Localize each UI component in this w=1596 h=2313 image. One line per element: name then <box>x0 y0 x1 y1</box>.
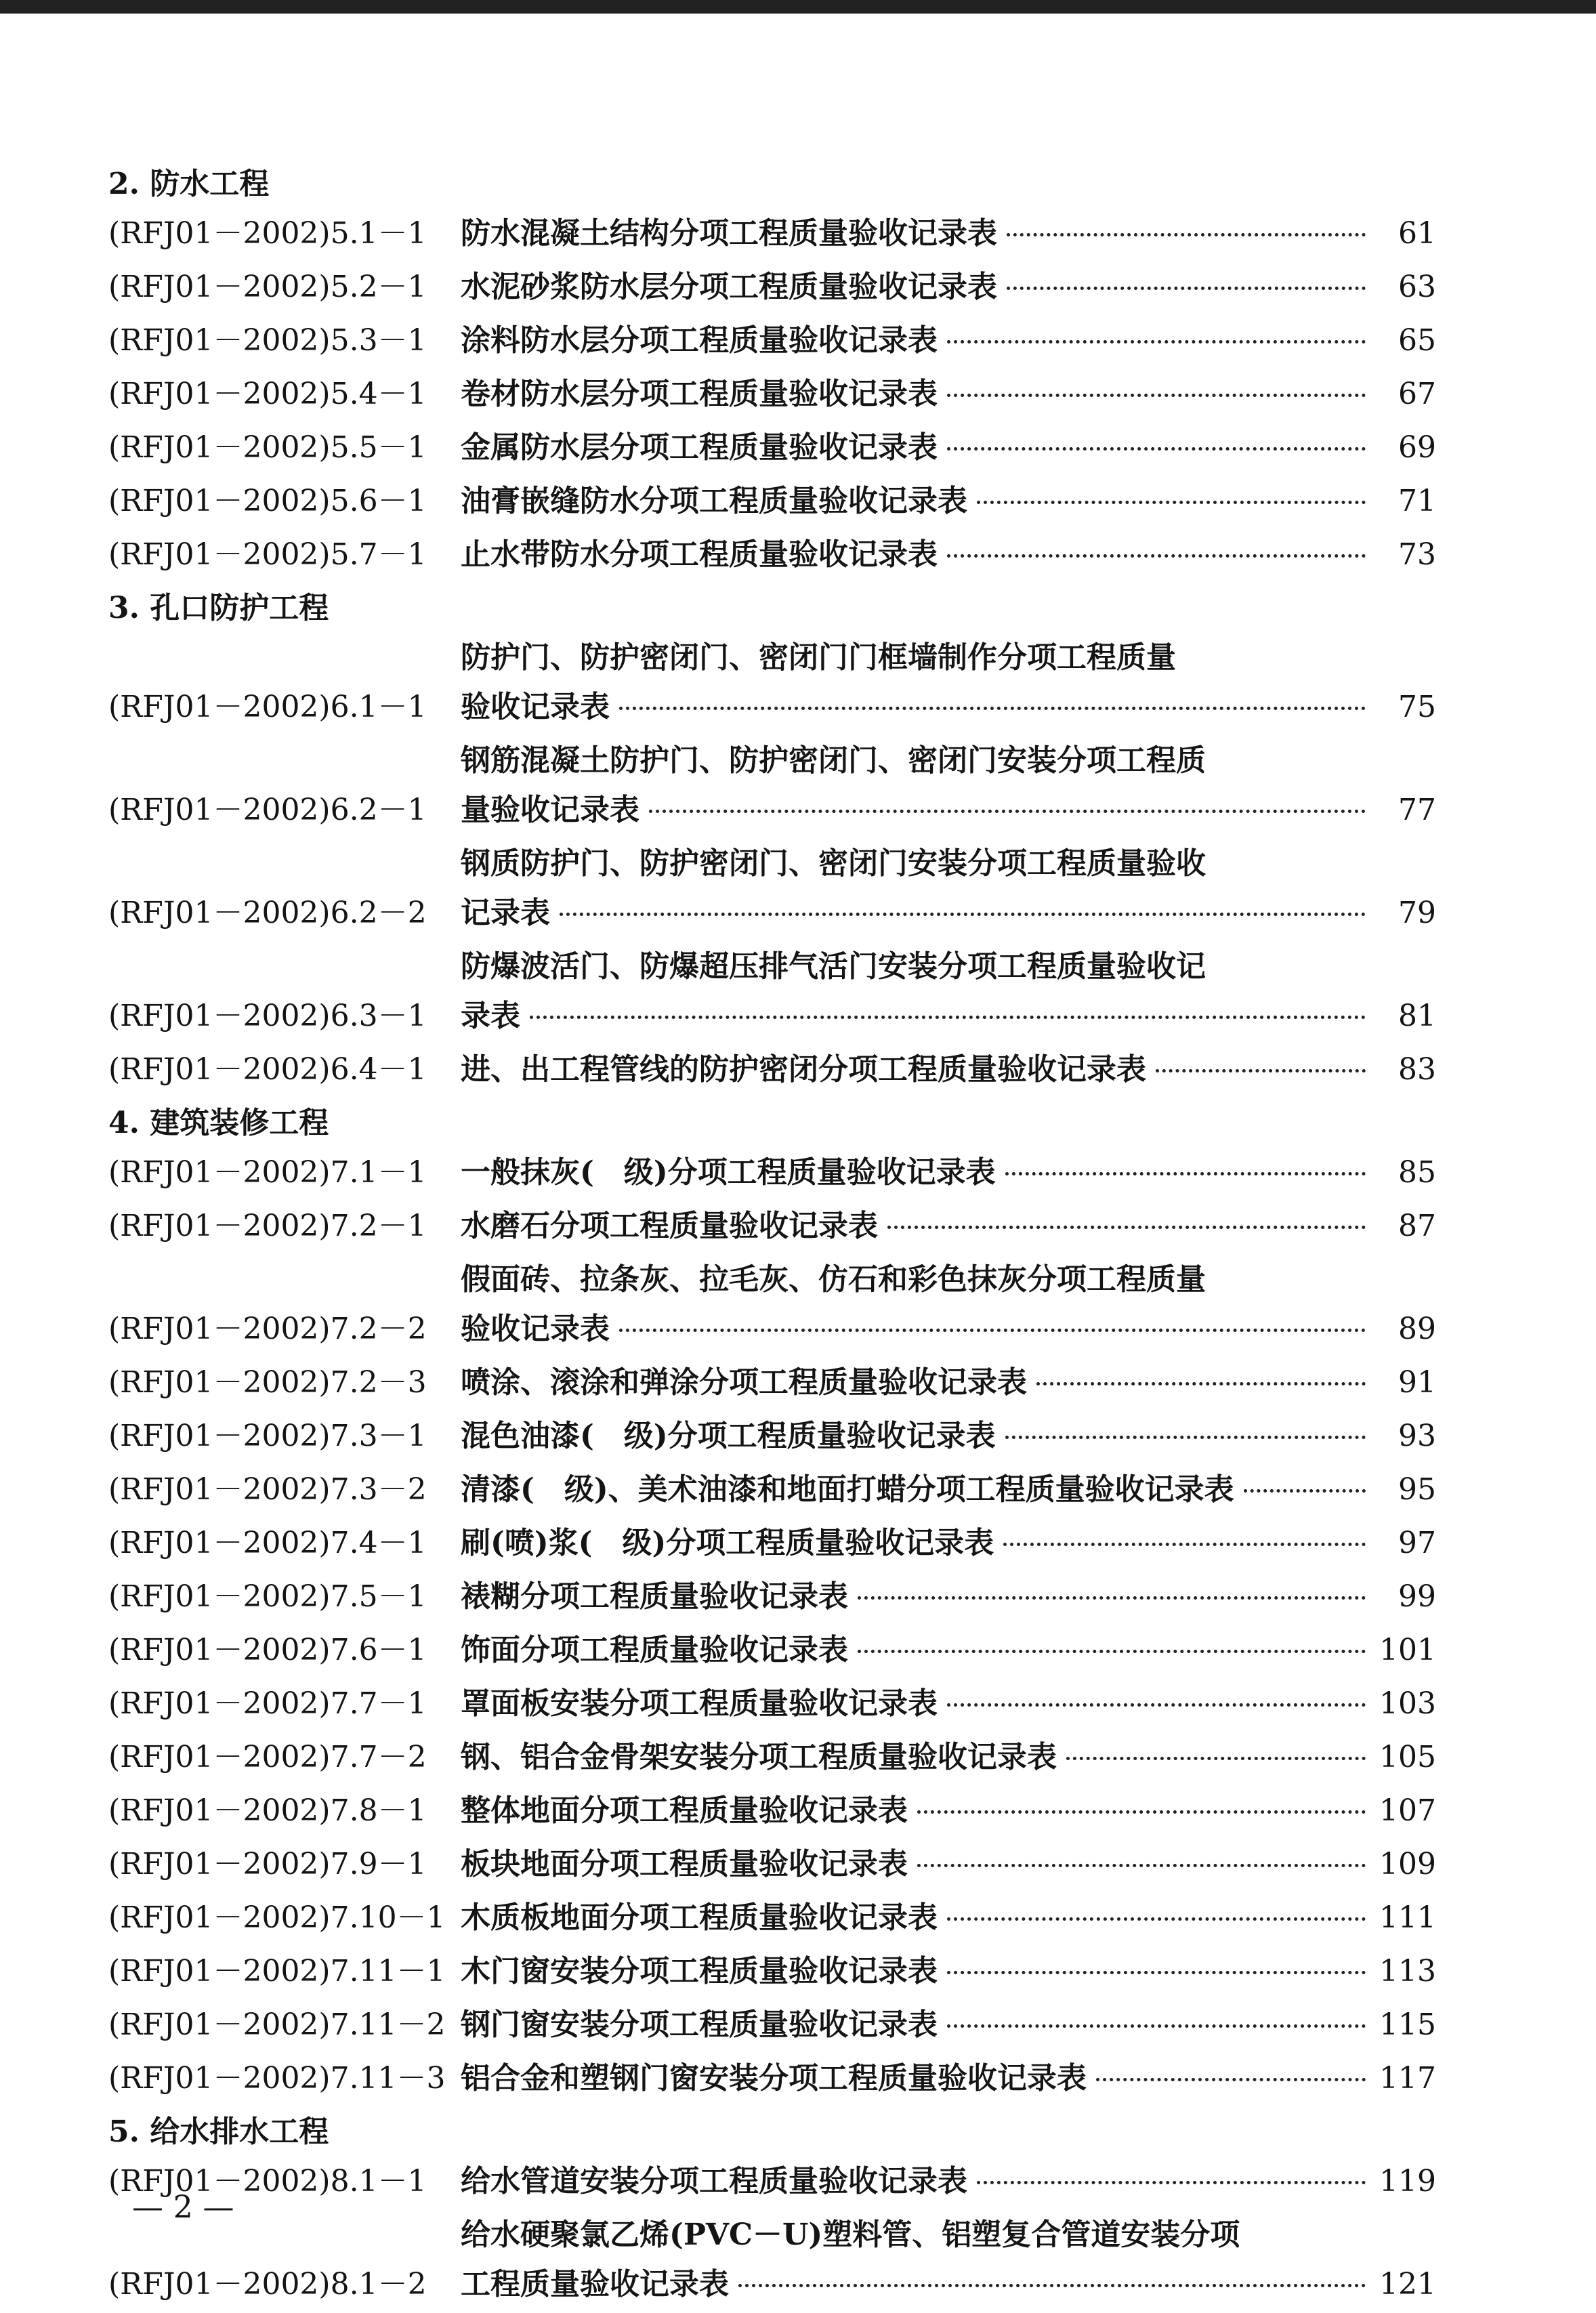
entry-page-number: 71 <box>1398 484 1436 518</box>
entry-title-last-line <box>461 1893 1436 1942</box>
entry-body <box>461 476 1436 526</box>
entry-code: (RFJ01－2002)7.11－2 <box>108 2007 446 2042</box>
entry-code: (RFJ01－2002)5.3－1 <box>108 323 427 358</box>
leader-dots <box>947 1971 1366 1974</box>
entry-page-number: 99 <box>1398 1579 1436 1614</box>
entry-code: (RFJ01－2002)6.3－1 <box>108 999 427 1033</box>
entry-page-number: 105 <box>1379 1740 1436 1774</box>
entry-title-line: 假面砖、拉条灰、拉毛灰、仿石和彩色抹灰分项工程质量 <box>461 1262 1206 1297</box>
entry-title: 铝合金和塑钢门窗安装分项工程质量验收记录表 <box>461 2061 1087 2096</box>
entry-code: (RFJ01－2002)7.11－1 <box>108 1954 446 1988</box>
entry-page-number: 103 <box>1379 1686 1436 1721</box>
leader-dots <box>1005 1436 1366 1439</box>
entry-title-last-line <box>461 1518 1436 1568</box>
scan-top-border <box>0 0 1596 14</box>
toc-entry[interactable] <box>108 316 1436 369</box>
toc-entry[interactable] <box>108 423 1436 476</box>
leader-dots <box>947 2024 1366 2028</box>
entry-title-last-line <box>461 1045 1436 1094</box>
section-heading: 5. 给水排水工程 <box>108 2114 329 2149</box>
entry-body <box>461 369 1436 419</box>
entry-title-last-line <box>461 1786 1436 1835</box>
entry-page-number: 87 <box>1398 1209 1436 1243</box>
entry-title: 卷材防水层分项工程质量验收记录表 <box>461 377 938 411</box>
entry-page-number: 109 <box>1379 1847 1436 1881</box>
leader-dots <box>1007 287 1366 290</box>
leader-dots <box>649 810 1366 813</box>
entry-body <box>461 1358 1436 1407</box>
entry-page-number: 113 <box>1379 1954 1436 1988</box>
page-number: — 2 — <box>132 2188 234 2225</box>
leader-dots <box>560 913 1366 916</box>
entry-page-number: 101 <box>1379 1633 1436 1667</box>
entry-body <box>461 316 1436 365</box>
leader-dots <box>1003 1543 1366 1546</box>
entry-body <box>461 1625 1436 1675</box>
entry-title: 量验收记录表 <box>461 793 639 827</box>
toc-entry[interactable] <box>108 1732 1436 1786</box>
leader-dots <box>947 1703 1366 1707</box>
leader-dots <box>619 707 1366 710</box>
entry-code: (RFJ01－2002)8.1－1 <box>108 2164 427 2199</box>
leader-dots <box>858 1596 1366 1600</box>
leader-dots <box>947 340 1366 343</box>
leader-dots <box>858 1650 1366 1653</box>
entry-body <box>461 1946 1436 1996</box>
leader-dots <box>977 2181 1366 2184</box>
toc-entry[interactable] <box>108 369 1436 423</box>
toc-entry[interactable] <box>108 476 1436 530</box>
entry-body <box>461 1255 1436 1354</box>
entry-title: 裱糊分项工程质量验收记录表 <box>461 1579 848 1614</box>
entry-body <box>461 1786 1436 1835</box>
entry-title: 钢、铝合金骨架安装分项工程质量验收记录表 <box>461 1740 1057 1774</box>
entry-page-number: 119 <box>1379 2164 1436 2199</box>
entry-title: 验收记录表 <box>461 1312 610 1346</box>
entry-body <box>461 2054 1436 2103</box>
toc-entry[interactable] <box>108 2000 1436 2054</box>
leader-dots <box>738 2284 1366 2287</box>
entry-body <box>461 209 1436 258</box>
entry-code: (RFJ01－2002)5.1－1 <box>108 216 427 251</box>
leader-dots <box>530 1016 1366 1019</box>
entry-page-number: 79 <box>1398 896 1436 930</box>
leader-dots <box>917 1864 1366 1867</box>
entry-body <box>461 1465 1436 1514</box>
entry-code: (RFJ01－2002)7.8－1 <box>108 1793 427 1828</box>
entry-body <box>461 942 1436 1041</box>
entry-page-number: 65 <box>1398 323 1436 358</box>
entry-title-last-line <box>461 1465 1436 1514</box>
toc-entry[interactable] <box>108 1411 1436 1465</box>
entry-title: 止水带防水分项工程质量验收记录表 <box>461 537 938 572</box>
entry-page-number: 117 <box>1379 2061 1436 2096</box>
entry-page-number: 107 <box>1379 1793 1436 1828</box>
entry-title: 验收记录表 <box>461 690 610 724</box>
entry-title-last-line <box>461 423 1436 472</box>
entry-title-last-line <box>461 785 1436 835</box>
entry-code: (RFJ01－2002)7.1－1 <box>108 1155 427 1190</box>
entry-code: (RFJ01－2002)7.3－1 <box>108 1419 427 1453</box>
entry-page-number: 75 <box>1398 690 1436 724</box>
entry-code: (RFJ01－2002)6.1－1 <box>108 690 427 724</box>
toc-entry[interactable] <box>108 1255 1436 1358</box>
entry-body <box>461 1732 1436 1782</box>
entry-code: (RFJ01－2002)7.7－1 <box>108 1686 427 1721</box>
entry-title-last-line <box>461 1572 1436 1621</box>
toc-entry[interactable] <box>108 839 1436 942</box>
toc-entry[interactable] <box>108 1679 1436 1732</box>
leader-dots <box>1036 1382 1366 1385</box>
entry-title-last-line <box>461 530 1436 579</box>
toc-entry[interactable] <box>108 2054 1436 2107</box>
entry-title: 钢门窗安装分项工程质量验收记录表 <box>461 2007 938 2042</box>
toc-entry[interactable] <box>108 736 1436 839</box>
toc-entry[interactable] <box>108 262 1436 316</box>
entry-code: (RFJ01－2002)6.4－1 <box>108 1052 427 1087</box>
table-of-contents <box>108 159 1436 2313</box>
entry-page-number: 115 <box>1379 2007 1436 2042</box>
entry-title-last-line <box>461 476 1436 526</box>
entry-title-line: 给水硬聚氯乙烯(PVC－U)塑料管、铝塑复合管道安装分项 <box>461 2217 1240 2252</box>
entry-page-number: 91 <box>1398 1365 1436 1400</box>
entry-body <box>461 2210 1436 2309</box>
entry-body <box>461 1201 1436 1251</box>
toc-entry[interactable] <box>108 1358 1436 1411</box>
entry-page-number: 81 <box>1398 999 1436 1033</box>
entry-title-last-line <box>461 682 1436 732</box>
entry-title: 饰面分项工程质量验收记录表 <box>461 1633 848 1667</box>
entry-code: (RFJ01－2002)5.6－1 <box>108 484 427 518</box>
entry-page-number: 63 <box>1398 270 1436 304</box>
entry-code: (RFJ01－2002)7.10－1 <box>108 1900 446 1935</box>
entry-title-line: 防护门、防护密闭门、密闭门门框墙制作分项工程质量 <box>461 640 1176 675</box>
entry-page-number: 111 <box>1379 1900 1436 1935</box>
entry-body <box>461 839 1436 938</box>
entry-title-last-line <box>461 2054 1436 2103</box>
entry-title-last-line <box>461 316 1436 365</box>
toc-entry[interactable] <box>108 1148 1436 1201</box>
toc-entry[interactable] <box>108 1625 1436 1679</box>
entry-code: (RFJ01－2002)7.11－3 <box>108 2061 446 2096</box>
leader-dots <box>947 554 1366 558</box>
entry-page-number: 73 <box>1398 537 1436 572</box>
entry-code: (RFJ01－2002)5.5－1 <box>108 430 427 465</box>
leader-dots <box>619 1329 1366 1332</box>
entry-title: 木质板地面分项工程质量验收记录表 <box>461 1900 938 1935</box>
entry-title: 进、出工程管线的防护密闭分项工程质量验收记录表 <box>461 1052 1146 1087</box>
entry-title-last-line <box>461 1304 1436 1354</box>
entry-body <box>461 423 1436 472</box>
entry-page-number: 83 <box>1398 1052 1436 1087</box>
entry-body <box>461 1679 1436 1728</box>
entry-title: 整体地面分项工程质量验收记录表 <box>461 1793 908 1828</box>
section-heading: 4. 建筑装修工程 <box>108 1106 329 1140</box>
leader-dots <box>1244 1489 1366 1493</box>
entry-title-last-line <box>461 262 1436 312</box>
leader-dots <box>947 394 1366 397</box>
entry-page-number: 61 <box>1398 216 1436 251</box>
entry-code: (RFJ01－2002)5.2－1 <box>108 270 427 304</box>
entry-page-number: 67 <box>1398 377 1436 411</box>
entry-title-last-line <box>461 209 1436 258</box>
entry-code: (RFJ01－2002)7.7－2 <box>108 1740 427 1774</box>
toc-entry[interactable] <box>108 1893 1436 1946</box>
entry-code: (RFJ01－2002)7.5－1 <box>108 1579 427 1614</box>
entry-title: 清漆( 级)、美术油漆和地面打蜡分项工程质量验收记录表 <box>461 1472 1234 1507</box>
entry-page-number: 97 <box>1398 1526 1436 1560</box>
entry-title: 喷涂、滚涂和弹涂分项工程质量验收记录表 <box>461 1365 1027 1400</box>
entry-body <box>461 736 1436 835</box>
toc-entry[interactable] <box>108 942 1436 1045</box>
entry-code: (RFJ01－2002)8.1－2 <box>108 2267 427 2301</box>
entry-title-line: 防爆波活门、防爆超压排气活门安装分项工程质量验收记 <box>461 949 1206 984</box>
entry-title: 录表 <box>461 999 520 1033</box>
entry-title: 防水混凝土结构分项工程质量验收记录表 <box>461 216 997 251</box>
entry-body <box>461 530 1436 579</box>
entry-code: (RFJ01－2002)6.2－1 <box>108 793 427 827</box>
entry-title: 混色油漆( 级)分项工程质量验收记录表 <box>461 1419 996 1453</box>
entry-code: (RFJ01－2002)7.9－1 <box>108 1847 427 1881</box>
entry-body <box>461 1148 1436 1197</box>
toc-entry[interactable] <box>108 1465 1436 1518</box>
entry-page-number: 77 <box>1398 793 1436 827</box>
toc-entry[interactable] <box>108 530 1436 583</box>
entry-title-last-line <box>461 369 1436 419</box>
entry-body <box>461 1893 1436 1942</box>
leader-dots <box>1096 2078 1366 2081</box>
entry-code: (RFJ01－2002)6.2－2 <box>108 896 427 930</box>
leader-dots <box>887 1226 1366 1229</box>
entry-title-last-line <box>461 1201 1436 1251</box>
entry-page-number: 93 <box>1398 1419 1436 1453</box>
entry-code: (RFJ01－2002)7.2－1 <box>108 1209 427 1243</box>
entry-title: 记录表 <box>461 896 550 930</box>
toc-entry[interactable] <box>108 1786 1436 1839</box>
entry-body <box>461 1045 1436 1094</box>
entry-title: 板块地面分项工程质量验收记录表 <box>461 1847 908 1881</box>
entry-page-number: 121 <box>1379 2267 1436 2301</box>
leader-dots <box>1005 1172 1366 1175</box>
entry-title: 水磨石分项工程质量验收记录表 <box>461 1209 878 1243</box>
leader-dots <box>947 447 1366 451</box>
toc-entry[interactable] <box>108 1839 1436 1893</box>
entry-title: 一般抹灰( 级)分项工程质量验收记录表 <box>461 1155 996 1190</box>
leader-dots <box>917 1810 1366 1814</box>
entry-title: 金属防水层分项工程质量验收记录表 <box>461 430 938 465</box>
toc-entry[interactable] <box>108 1045 1436 1098</box>
entry-page-number: 95 <box>1398 1472 1436 1507</box>
leader-dots <box>1066 1757 1366 1760</box>
toc-entry[interactable] <box>108 209 1436 262</box>
entry-code: (RFJ01－2002)5.4－1 <box>108 377 427 411</box>
entry-code: (RFJ01－2002)7.2－3 <box>108 1365 427 1400</box>
entry-body <box>461 1518 1436 1568</box>
entry-title-last-line <box>461 1679 1436 1728</box>
entry-title-last-line <box>461 2156 1436 2206</box>
entry-code: (RFJ01－2002)7.4－1 <box>108 1526 427 1560</box>
section-heading: 3. 孔口防护工程 <box>108 591 329 625</box>
entry-body <box>461 1839 1436 1889</box>
leader-dots <box>977 501 1366 504</box>
leader-dots <box>1007 233 1366 236</box>
entry-title: 油膏嵌缝防水分项工程质量验收记录表 <box>461 484 967 518</box>
entry-title-last-line <box>461 1946 1436 1996</box>
entry-title-line: 钢筋混凝土防护门、防护密闭门、密闭门安装分项工程质 <box>461 743 1206 778</box>
entry-body <box>461 2000 1436 2049</box>
entry-title: 涂料防水层分项工程质量验收记录表 <box>461 323 938 358</box>
leader-dots <box>1156 1069 1366 1072</box>
toc-entry[interactable] <box>108 2210 1436 2313</box>
toc-entry[interactable] <box>108 1518 1436 1572</box>
entry-title-last-line <box>461 1839 1436 1889</box>
toc-entry[interactable] <box>108 2156 1436 2210</box>
entry-title-last-line <box>461 1732 1436 1782</box>
entry-code: (RFJ01－2002)5.7－1 <box>108 537 427 572</box>
toc-entry[interactable] <box>108 1572 1436 1625</box>
entry-title-last-line <box>461 888 1436 938</box>
entry-title: 水泥砂浆防水层分项工程质量验收记录表 <box>461 270 997 304</box>
entry-title-last-line <box>461 1358 1436 1407</box>
entry-title-last-line <box>461 2259 1436 2309</box>
entry-title-line: 钢质防护门、防护密闭门、密闭门安装分项工程质量验收 <box>461 846 1206 881</box>
toc-entry[interactable] <box>108 1946 1436 2000</box>
entry-title-last-line <box>461 1148 1436 1197</box>
entry-body <box>461 633 1436 732</box>
entry-body <box>461 262 1436 312</box>
entry-body <box>461 1572 1436 1621</box>
entry-title: 工程质量验收记录表 <box>461 2267 729 2301</box>
entry-page-number: 69 <box>1398 430 1436 465</box>
entry-page-number: 89 <box>1398 1312 1436 1346</box>
entry-title-last-line <box>461 991 1436 1041</box>
entry-title-last-line <box>461 1625 1436 1675</box>
entry-code: (RFJ01－2002)7.2－2 <box>108 1312 427 1346</box>
entry-title-last-line <box>461 2000 1436 2049</box>
entry-title-last-line <box>461 1411 1436 1461</box>
leader-dots <box>947 1917 1366 1921</box>
entry-body <box>461 2156 1436 2206</box>
entry-code: (RFJ01－2002)7.6－1 <box>108 1633 427 1667</box>
entry-title: 给水管道安装分项工程质量验收记录表 <box>461 2164 967 2199</box>
entry-body <box>461 1411 1436 1461</box>
toc-entry[interactable] <box>108 633 1436 736</box>
entry-title: 罩面板安装分项工程质量验收记录表 <box>461 1686 938 1721</box>
entry-code: (RFJ01－2002)7.3－2 <box>108 1472 427 1507</box>
entry-page-number: 85 <box>1398 1155 1436 1190</box>
section-heading: 2. 防水工程 <box>108 167 270 201</box>
toc-entry[interactable] <box>108 1201 1436 1255</box>
entry-title: 刷(喷)浆( 级)分项工程质量验收记录表 <box>461 1526 994 1560</box>
entry-title: 木门窗安装分项工程质量验收记录表 <box>461 1954 938 1988</box>
